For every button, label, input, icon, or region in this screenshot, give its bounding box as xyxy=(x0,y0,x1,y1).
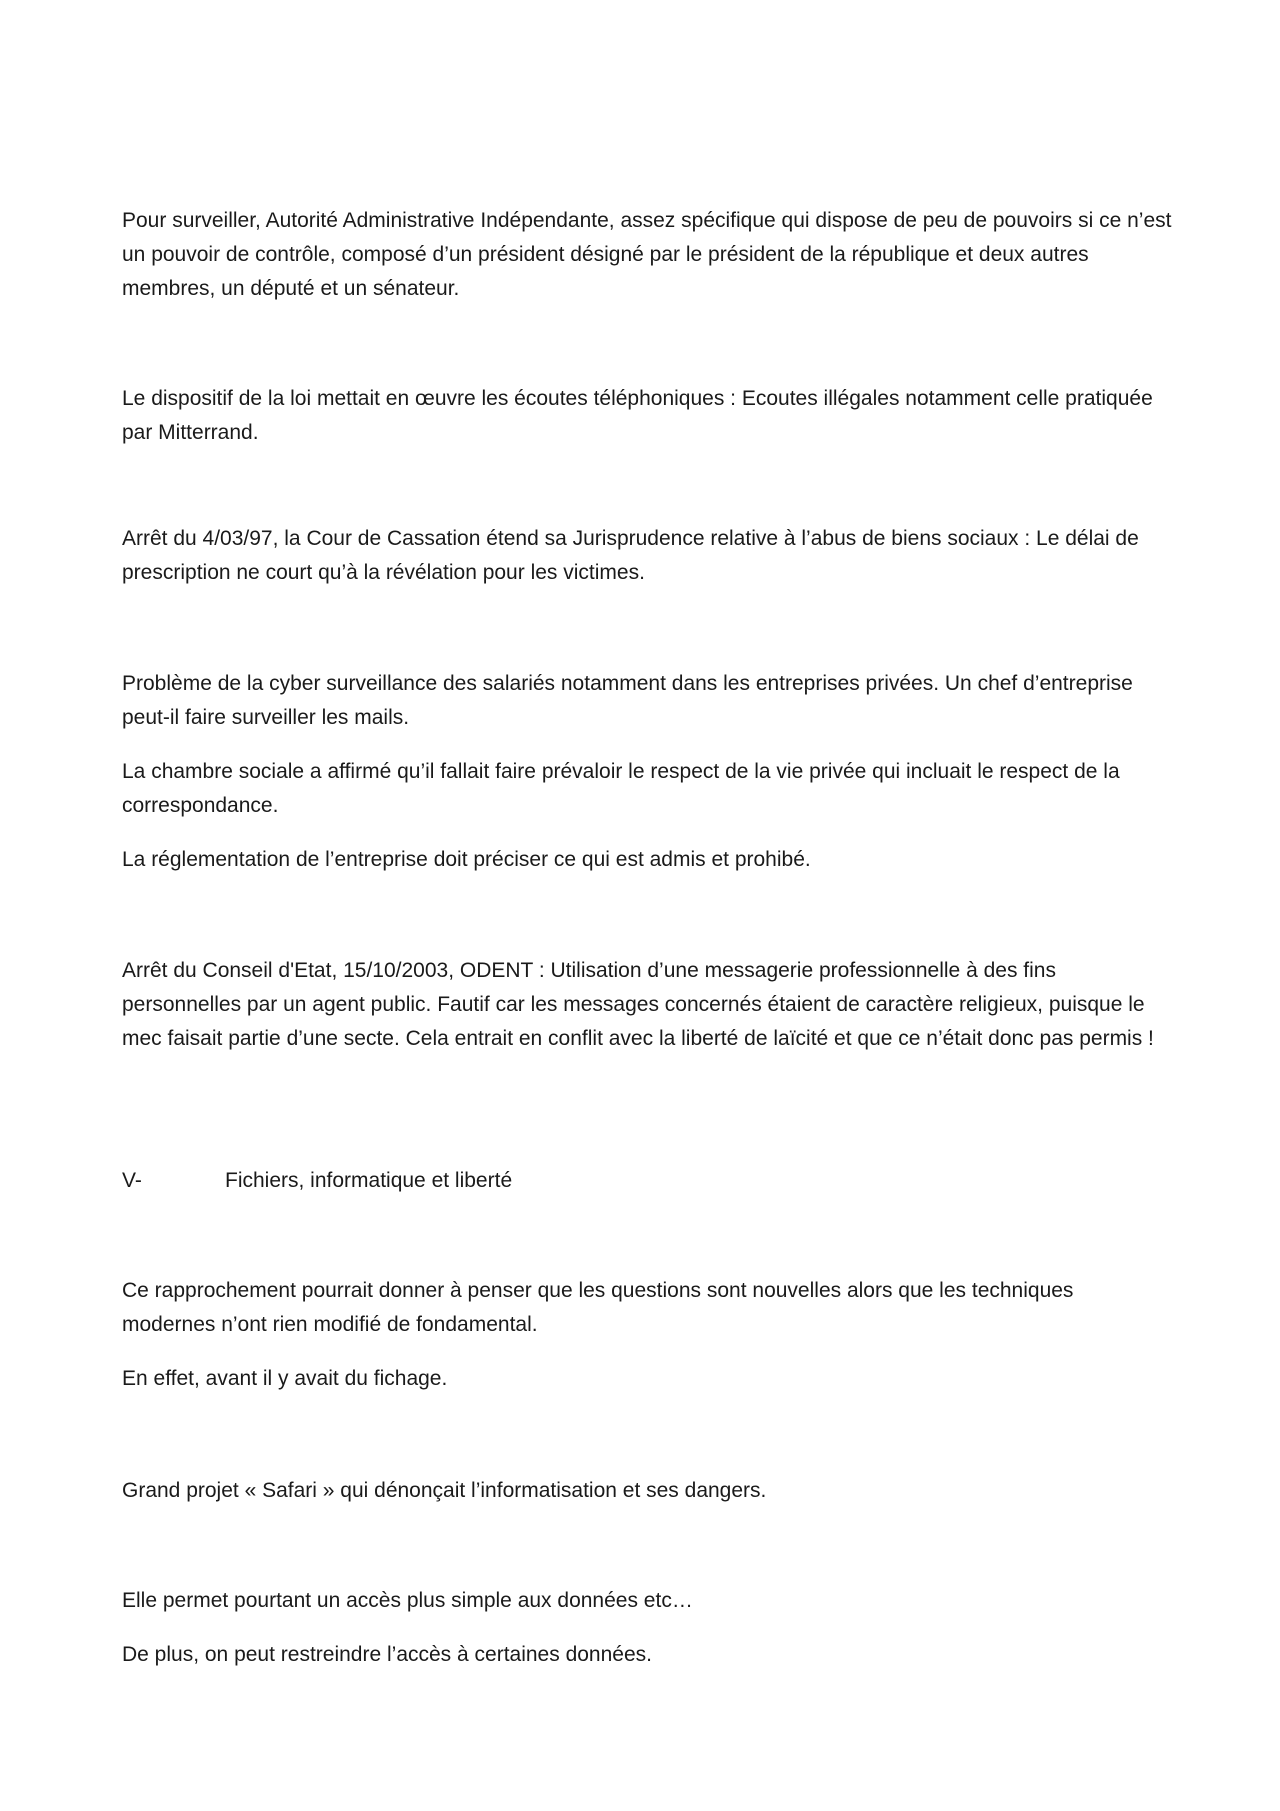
paragraph-fichage: En effet, avant il y avait du fichage. xyxy=(122,1367,448,1390)
paragraph-rapprochement: Ce rapprochement pourrait donner à penser que les questions sont nouvelles alors que les techniques modernes n’ont rien modifié de fondamental. xyxy=(122,1279,1074,1336)
paragraph-acces-donnees: Elle permet pourtant un accès plus simple aux données etc… xyxy=(122,1589,693,1612)
paragraph-chambre-sociale: La chambre sociale a affirmé qu’il fallait faire prévaloir le respect de la vie privée qui incluait le respect de la correspondance. xyxy=(122,760,1120,817)
paragraph-reglementation-entreprise: La réglementation de l’entreprise doit préciser ce qui est admis et prohibé. xyxy=(122,848,811,871)
paragraph-restreindre-acces: De plus, on peut restreindre l’accès à certaines données. xyxy=(122,1643,652,1666)
paragraph-arret-conseil-detat: Arrêt du Conseil d'Etat, 15/10/2003, ODENT : Utilisation d’une messagerie professionnelle à des fins personnelles par un agent public. Fautif car les messages concernés étaient de caractère religieux, puisque le mec faisait partie d’une secte. Cela entrait en conflit avec la liberté de laïcité et que ce n’était donc pas permis ! xyxy=(122,959,1154,1050)
paragraph-arret-cour-de-cassation: Arrêt du 4/03/97, la Cour de Cassation étend sa Jurisprudence relative à l’abus de biens sociaux : Le délai de prescription ne court qu’à la révélation pour les victimes. xyxy=(122,527,1139,584)
paragraph-cyber-surveillance: Problème de la cyber surveillance des salariés notamment dans les entreprises privées. Un chef d’entreprise peut-il faire surveiller les mails. xyxy=(122,672,1133,729)
paragraph-projet-safari: Grand projet « Safari » qui dénonçait l’informatisation et ses dangers. xyxy=(122,1479,767,1502)
section-number: V- xyxy=(122,1169,142,1192)
section-title: Fichiers, informatique et liberté xyxy=(225,1169,513,1192)
section-heading xyxy=(122,1164,512,1198)
paragraph-ecoutes-telephoniques: Le dispositif de la loi mettait en œuvre les écoutes téléphoniques : Ecoutes illégales notamment celle pratiquée par Mitterrand. xyxy=(122,387,1153,444)
paragraph-autorite-administrative: Pour surveiller, Autorité Administrative Indépendante, assez spécifique qui dispose de peu de pouvoirs si ce n’est un pouvoir de contrôle, composé d’un président désigné par le président de la république et deux autres membres, un député et un sénateur. xyxy=(122,209,1172,300)
